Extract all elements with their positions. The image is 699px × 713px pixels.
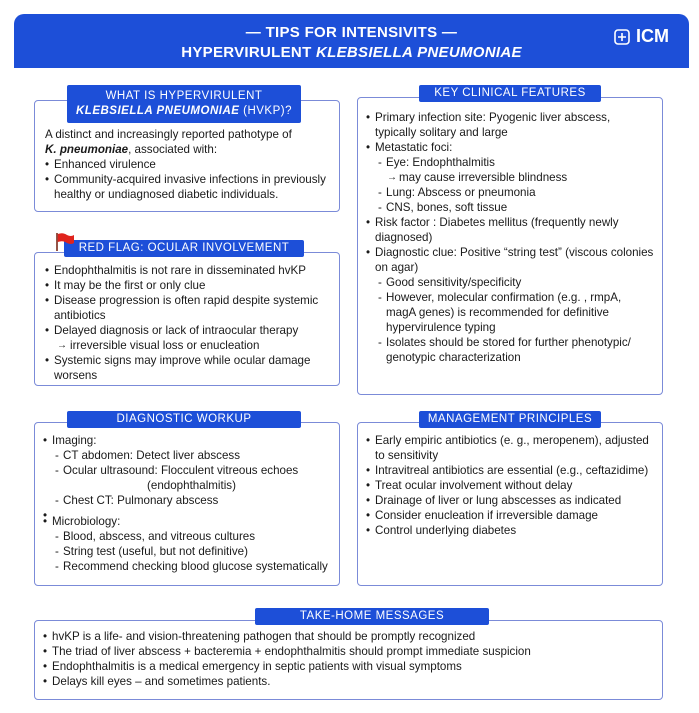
list-item: • Enhanced virulence bbox=[45, 157, 331, 172]
icm-logo bbox=[614, 26, 669, 47]
red-flag-tag: RED FLAG: OCULAR INVOLVEMENT bbox=[64, 240, 304, 257]
diagnostic-tag: DIAGNOSTIC WORKUP bbox=[67, 411, 301, 428]
list-item: - Isolates should be stored for further phenotypic/ genotypic characterization bbox=[366, 335, 654, 365]
red-flag-icon bbox=[54, 232, 76, 252]
what-is-tag-rest: (HVKP)? bbox=[239, 105, 292, 117]
what-is-species: K. pneumoniae bbox=[45, 143, 129, 156]
list-item: • Control underlying diabetes bbox=[366, 523, 654, 538]
red-flag-panel bbox=[34, 252, 340, 386]
list-item: → irreversible visual loss or enucleation bbox=[45, 338, 331, 353]
list-item: • hvKP is a life- and vision-threatening pathogen that should be promptly recognized bbox=[43, 629, 654, 644]
list-item: • Intravitreal antibiotics are essential (e.g., ceftazidime) bbox=[366, 463, 654, 478]
list-item: • Early empiric antibiotics (e. g., meropenem), adjusted to sensitivity bbox=[366, 433, 654, 463]
icm-logo-icon bbox=[614, 29, 630, 45]
list-item: • It may be the first or only clue bbox=[45, 278, 331, 293]
diagnostic-imaging-label: • Imaging: bbox=[43, 433, 331, 448]
take-home-panel bbox=[34, 620, 663, 700]
header-title-line2 bbox=[14, 44, 689, 61]
list-item: • Diagnostic clue: Positive “string test” (viscous colonies on agar) bbox=[366, 245, 654, 275]
management-tag: MANAGEMENT PRINCIPLES bbox=[419, 411, 601, 428]
what-is-tag-line1: WHAT IS HYPERVIRULENT bbox=[105, 90, 263, 102]
management-panel bbox=[357, 422, 663, 586]
what-is-tag bbox=[67, 85, 301, 123]
list-item: • Treat ocular involvement without delay bbox=[366, 478, 654, 493]
list-item: - Chest CT: Pulmonary abscess bbox=[43, 493, 331, 508]
header-title-italic: KLEBSIELLA PNEUMONIAE bbox=[316, 44, 522, 61]
list-item: - CT abdomen: Detect liver abscess bbox=[43, 448, 331, 463]
header-title-line1: — TIPS FOR INTENSIVITS — bbox=[245, 24, 458, 41]
list-item: - String test (useful, but not definitive) bbox=[43, 544, 331, 559]
list-item: • Endophthalmitis is a medical emergency in septic patients with visual symptoms bbox=[43, 659, 654, 674]
what-is-intro-2 bbox=[45, 142, 331, 157]
key-features-tag: KEY CLINICAL FEATURES bbox=[419, 85, 601, 102]
list-item: • Delayed diagnosis or lack of intraocular therapy bbox=[45, 323, 331, 338]
list-item: - Blood, abscess, and vitreous cultures bbox=[43, 529, 331, 544]
what-is-tag-italic: KLEBSIELLA PNEUMONIAE bbox=[76, 105, 240, 117]
list-item: - Recommend checking blood glucose systematically bbox=[43, 559, 331, 574]
list-item: • Metastatic foci: bbox=[366, 140, 654, 155]
list-item: • The triad of liver abscess + bacteremia + endophthalmitis should prompt immediate suspicion bbox=[43, 644, 654, 659]
list-item: • Risk factor : Diabetes mellitus (frequently newly diagnosed) bbox=[366, 215, 654, 245]
list-item: • Disease progression is often rapid despite systemic antibiotics bbox=[45, 293, 331, 323]
list-item: • Consider enucleation if irreversible damage bbox=[366, 508, 654, 523]
list-item: - Good sensitivity/specificity bbox=[366, 275, 654, 290]
list-item: → may cause irreversible blindness bbox=[366, 170, 654, 185]
list-item: • Drainage of liver or lung abscesses as indicated bbox=[366, 493, 654, 508]
what-is-tag-line2 bbox=[67, 104, 301, 119]
list-item: - CNS, bones, soft tissue bbox=[366, 200, 654, 215]
list-item: • Community-acquired invasive infections in previously healthy or undiagnosed diabetic individuals. bbox=[45, 172, 331, 202]
list-item: - Lung: Abscess or pneumonia bbox=[366, 185, 654, 200]
list-item: - Ocular ultrasound: Flocculent vitreous echoes bbox=[43, 463, 331, 478]
what-is-intro-1: A distinct and increasingly reported pathotype of bbox=[45, 128, 292, 141]
list-item: - However, molecular confirmation (e.g. , rmpA, magA genes) is recommended for definitive hypervirulence typing bbox=[366, 290, 654, 335]
diagnostic-panel bbox=[34, 422, 340, 586]
what-is-body bbox=[45, 127, 331, 202]
key-features-panel bbox=[357, 97, 663, 395]
what-is-intro-rest: , associated with: bbox=[128, 143, 218, 156]
header-banner bbox=[14, 14, 689, 68]
list-item: - Eye: Endophthalmitis bbox=[366, 155, 654, 170]
list-item: • Primary infection site: Pyogenic liver abscess, typically solitary and large bbox=[366, 110, 654, 140]
list-item: • Delays kill eyes – and sometimes patients. bbox=[43, 674, 654, 689]
logo-text: ICM bbox=[636, 26, 669, 46]
list-item: • Endophthalmitis is not rare in disseminated hvKP bbox=[45, 263, 331, 278]
list-item: • Systemic signs may improve while ocular damage worsens bbox=[45, 353, 331, 383]
list-item: (endophthalmitis) bbox=[147, 479, 236, 492]
diagnostic-micro-label: • Microbiology: bbox=[43, 514, 331, 529]
header-title-prefix: HYPERVIRULENT bbox=[181, 44, 316, 61]
take-home-tag: TAKE-HOME MESSAGES bbox=[255, 608, 489, 625]
